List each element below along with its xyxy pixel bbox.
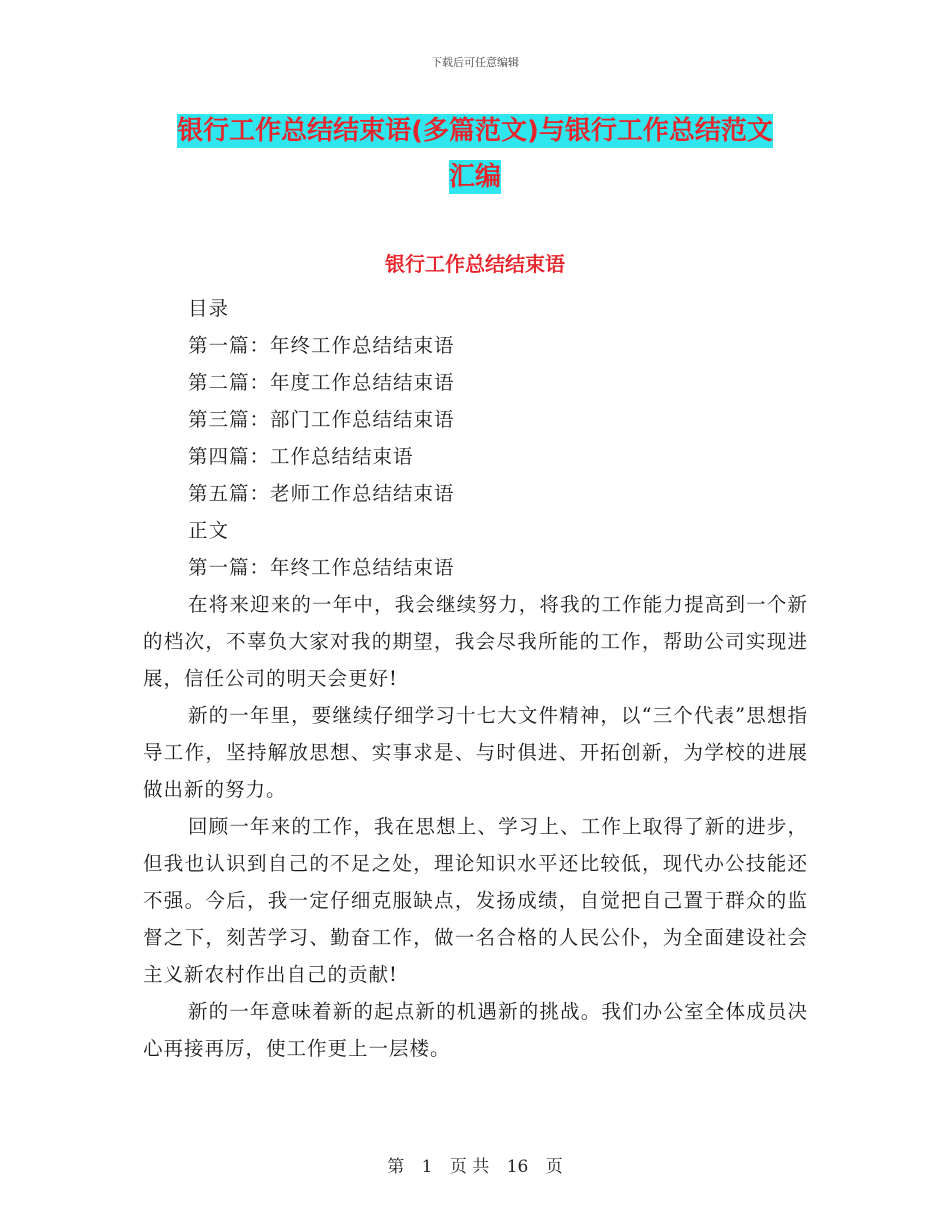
chapter-heading: 第一篇：年终工作总结结束语 [188,556,455,579]
toc-item: 第三篇：部门工作总结结束语 [188,408,455,431]
body-paragraph: 回顾一年来的工作，我在思想上、学习上、工作上取得了新的进步，但我也认识到自己的不足之处，理论知识水平还比较低，现代办公技能还不强。今后，我一定仔细克服缺点，发扬成绩，自觉把自己置于群众的监督之下，刻苦学习、勤奋工作，做一名合格的人民公仆，为全面建设社会主义新农村作出自己的贡献! [143,815,808,986]
footer-total-pages: 16 [506,1157,529,1177]
section-title: 银行工作总结结束语 [385,252,565,276]
page-header: 下载后可任意编辑 [431,56,519,69]
document-title-line-1: 银行工作总结结束语(多篇范文)与银行工作总结范文 [177,116,773,146]
footer-middle: 页 共 [449,1157,490,1177]
document-title [140,108,810,200]
body-paragraph: 新的一年里，要继续仔细学习十七大文件精神，以“三个代表”思想指导工作，坚持解放思想、实事求是、与时俱进、开拓创新，为学校的进展做出新的努力。 [143,704,808,801]
document-body [143,290,808,1067]
footer-prefix: 第 [387,1157,405,1177]
toc-item: 第五篇：老师工作总结结束语 [188,482,455,505]
toc-item: 第一篇：年终工作总结结束语 [188,334,455,357]
toc-item: 第四篇：工作总结结束语 [188,445,414,468]
footer-page-number: 1 [421,1157,433,1177]
toc-item: 第二篇：年度工作总结结束语 [188,371,455,394]
page-footer [0,1152,950,1177]
body-paragraph: 新的一年意味着新的起点新的机遇新的挑战。我们办公室全体成员决心再接再厉，使工作更上一层楼。 [143,1000,808,1060]
footer-suffix: 页 [545,1157,563,1177]
body-paragraph: 在将来迎来的一年中，我会继续努力，将我的工作能力提高到一个新的档次，不辜负大家对我的期望，我会尽我所能的工作，帮助公司实现进展，信任公司的明天会更好! [143,593,808,690]
toc-label: 目录 [188,297,230,320]
body-label: 正文 [188,519,230,542]
document-title-line-2: 汇编 [448,162,501,192]
